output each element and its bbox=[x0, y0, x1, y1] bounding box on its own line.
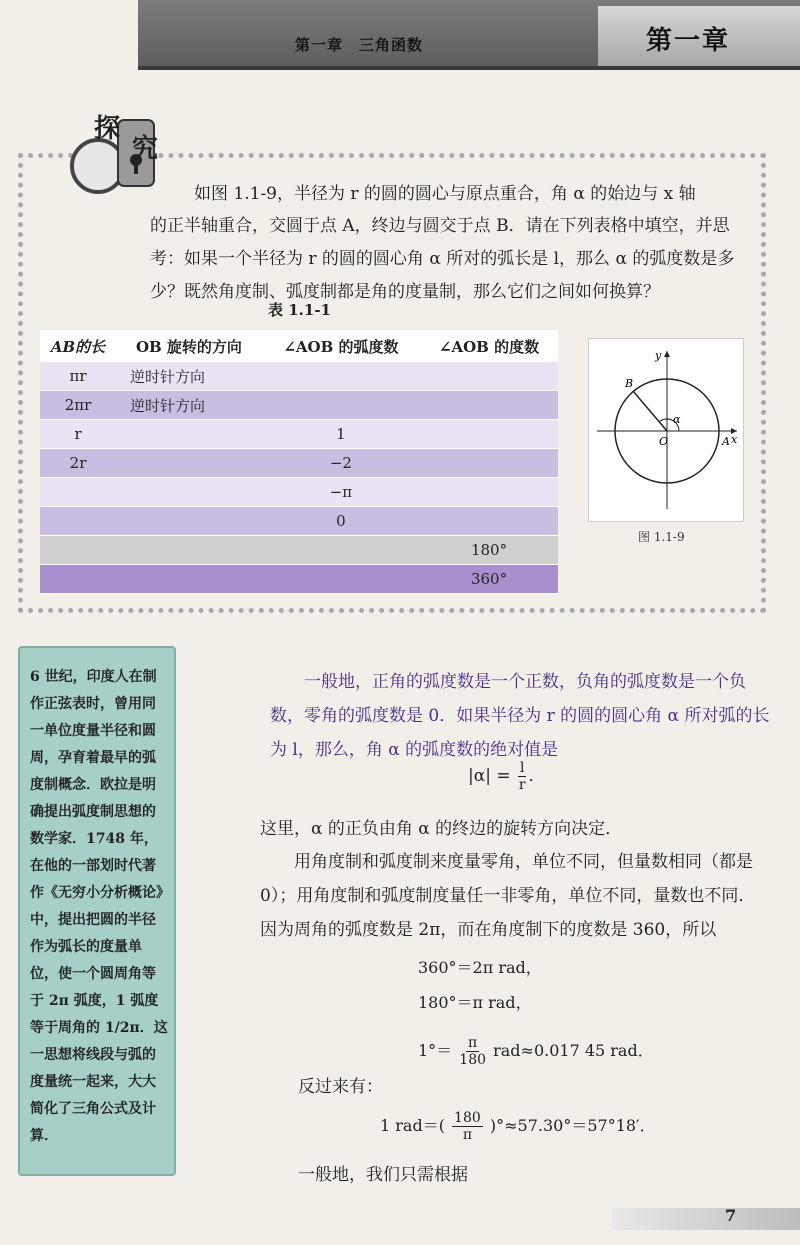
fraction-denominator: r bbox=[518, 777, 526, 793]
table-cell bbox=[420, 478, 558, 507]
table-cell bbox=[116, 478, 262, 507]
table-cell: 逆时针方向 bbox=[116, 391, 262, 420]
paragraph-generally: 一般地，我们只需根据 bbox=[298, 1165, 468, 1185]
history-note-text: 6 世纪，印度人在制作正弦表时，曾用同一单位度量半径和圆周，孕育着最早的弧度制概念．欧拉是明确提出弧度制思想的数学家．1748 年，在他的一部划时代著作《无穷小分析概论》中，提出把圆的半径作为弧长的度量单位，使一个圆周角等于 2π 弧度，1 弧度等于周角的 1/2π．这一思想将线段与弧的度量统一起来，大大简化了三角公式及计算． bbox=[30, 669, 168, 1144]
table-cell: πr bbox=[40, 362, 116, 391]
eq3-right: rad≈0.017 45 rad． bbox=[493, 1041, 654, 1060]
unit-circle-figure bbox=[588, 338, 744, 522]
fig-label-x: x bbox=[731, 433, 738, 446]
fig-label-a: A bbox=[722, 435, 730, 448]
angle-table bbox=[40, 330, 558, 594]
table-cell bbox=[116, 507, 262, 536]
table-row bbox=[40, 565, 558, 594]
table-cell bbox=[420, 507, 558, 536]
table-cell: 0 bbox=[262, 507, 420, 536]
table-cell: 2r bbox=[40, 449, 116, 478]
table-row bbox=[40, 536, 558, 565]
explore-intro-text: 的正半轴重合，交圆于点 A，终边与圆交于点 B．请在下列表格中填空，并思考：如果一个半径为 r 的圆的圆心角 α 所对的弧长是 l，那么 α 的弧度数是多少？既然角度制、弧度制都是角的度量制，那么它们之间如何换算？ bbox=[150, 216, 735, 302]
fig-label-y: y bbox=[655, 349, 662, 362]
fraction-l-over-r bbox=[518, 760, 526, 793]
equation-1-degree bbox=[418, 1035, 654, 1068]
table-cell: 2πr bbox=[40, 391, 116, 420]
table-cell bbox=[116, 565, 262, 594]
paragraph-sign-direction: 这里，α 的正负由角 α 的终边的旋转方向决定． bbox=[260, 819, 623, 839]
explore-intro-first-line: 如图 1.1-9，半径为 r 的圆的圆心与原点重合，角 α 的始边与 x 轴 bbox=[194, 184, 696, 204]
figure-caption: 图 1.1-9 bbox=[638, 530, 685, 544]
fraction-numerator: l bbox=[520, 760, 525, 776]
table-header-radian: ∠AOB 的弧度数 bbox=[262, 330, 420, 362]
table-row bbox=[40, 362, 558, 391]
table-cell bbox=[116, 420, 262, 449]
table-cell bbox=[40, 536, 116, 565]
table-row bbox=[40, 391, 558, 420]
table-cell: 1 bbox=[262, 420, 420, 449]
eq4-left: 1 rad＝( bbox=[380, 1116, 445, 1135]
table-cell: −2 bbox=[262, 449, 420, 478]
explore-badge-char-2: 究 bbox=[132, 134, 159, 164]
table-cell bbox=[420, 420, 558, 449]
fraction-numerator: 180 bbox=[454, 1110, 481, 1126]
paragraph-conversely: 反过来有： bbox=[298, 1077, 383, 1097]
fraction-180-over-pi bbox=[452, 1110, 483, 1143]
table-cell bbox=[420, 391, 558, 420]
table-cell bbox=[40, 507, 116, 536]
table-cell bbox=[262, 536, 420, 565]
equation-360: 360°＝2π rad， bbox=[418, 958, 542, 977]
fraction-denominator: π bbox=[462, 1127, 473, 1143]
table-cell: r bbox=[40, 420, 116, 449]
table-cell: 360° bbox=[420, 565, 558, 594]
fraction-numerator: π bbox=[468, 1035, 478, 1051]
chapter-tab-label: 第一章 bbox=[646, 26, 731, 56]
equation-180: 180°＝π rad， bbox=[418, 993, 532, 1012]
table-cell bbox=[116, 536, 262, 565]
explore-badge-char-1: 探 bbox=[94, 114, 121, 144]
table-cell bbox=[40, 478, 116, 507]
paragraph-radian-sign: 一般地，正角的弧度数是一个正数，负角的弧度数是一个负数，零角的弧度数是 0．如果半径为 r 的圆的圆心角 α 所对弧的长为 l，那么，角 α 的弧度数的绝对值是 bbox=[270, 672, 770, 760]
equation-1-rad bbox=[380, 1110, 656, 1143]
fig-label-alpha: α bbox=[673, 413, 681, 426]
table-cell bbox=[40, 565, 116, 594]
table-header-degree: ∠AOB 的度数 bbox=[420, 330, 558, 362]
table-cell: 180° bbox=[420, 536, 558, 565]
fraction-pi-over-180 bbox=[459, 1035, 486, 1068]
table-row bbox=[40, 420, 558, 449]
table-header-direction: OB 旋转的方向 bbox=[116, 330, 262, 362]
table-cell bbox=[116, 449, 262, 478]
footer-bar bbox=[612, 1208, 800, 1230]
table-row bbox=[40, 507, 558, 536]
fraction-denominator: 180 bbox=[459, 1052, 487, 1068]
eq3-left: 1°＝ bbox=[418, 1041, 453, 1060]
table-header-arc: AB的长 bbox=[40, 330, 116, 362]
table-cell bbox=[262, 565, 420, 594]
eq4-right: )°≈57.30°＝57°18′． bbox=[489, 1116, 656, 1135]
formula-abs-alpha: |α| = $\frac{l}{r}$ ． bbox=[468, 760, 546, 793]
table-cell bbox=[262, 391, 420, 420]
page-number: 7 bbox=[725, 1206, 737, 1225]
table-caption: 表 1.1-1 bbox=[268, 301, 331, 319]
table-cell bbox=[420, 449, 558, 478]
table-cell bbox=[262, 362, 420, 391]
fig-label-o: O bbox=[659, 435, 669, 448]
table-header-row bbox=[40, 330, 558, 362]
fig-label-b: B bbox=[625, 377, 634, 390]
table-cell: 逆时针方向 bbox=[116, 362, 262, 391]
header-section-title: 第一章 三角函数 bbox=[295, 36, 424, 54]
table-cell: −π bbox=[262, 478, 420, 507]
paragraph-degree-radian: 用角度制和弧度制来度量零角，单位不同，但量数相同（都是 0）；用角度制和弧度制度量任一非零角，单位不同，量数也不同．因为周角的弧度数是 2π，而在角度制下的度数是 360，所以 bbox=[260, 852, 756, 940]
formula-left: |α| = bbox=[468, 766, 511, 786]
table-row bbox=[40, 478, 558, 507]
table-cell bbox=[420, 362, 558, 391]
table-row bbox=[40, 449, 558, 478]
